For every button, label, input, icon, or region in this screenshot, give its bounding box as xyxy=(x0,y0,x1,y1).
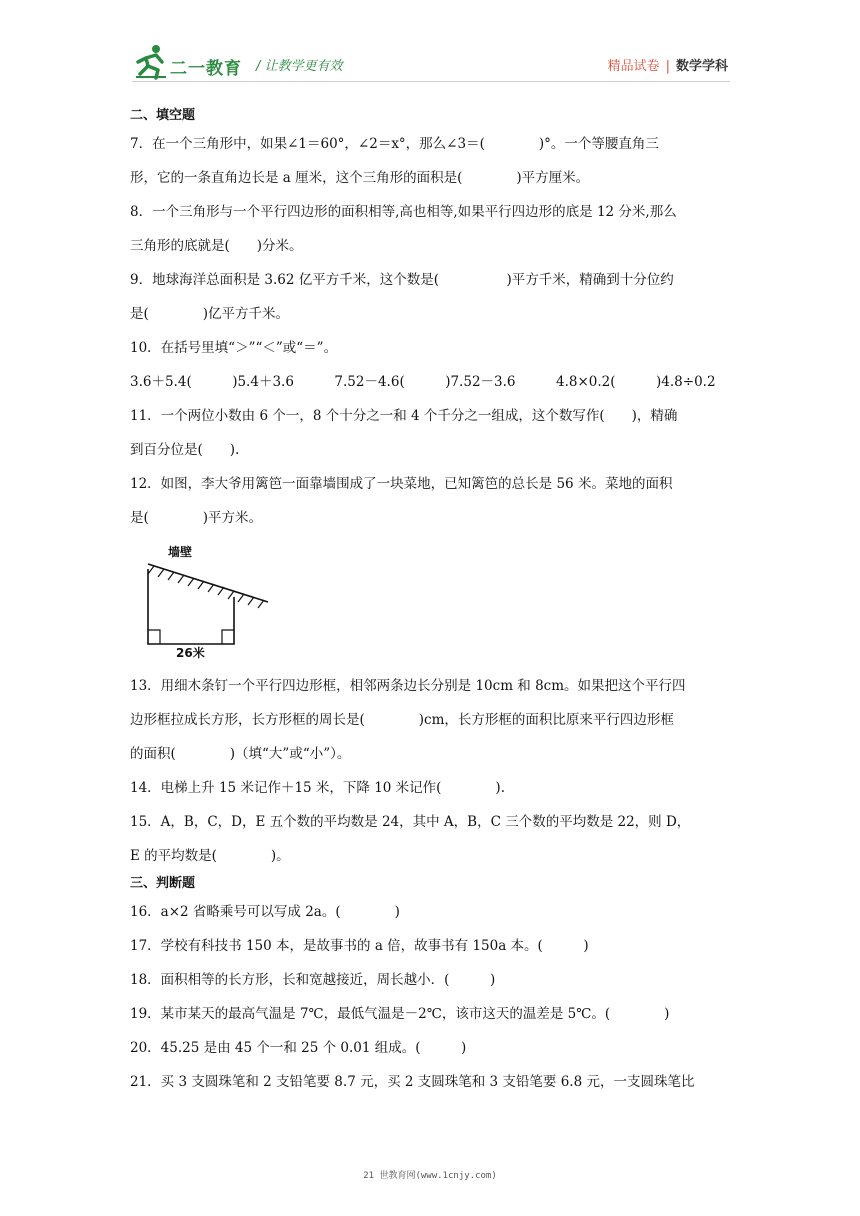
right-angle-mark-right xyxy=(222,630,234,644)
question-7-line-1: 7．在一个三角形中，如果∠1＝60°，∠2＝x°，那么∠3＝( )°。一个等腰直角三 xyxy=(130,136,659,152)
fence-outline xyxy=(148,569,234,644)
page-header xyxy=(0,0,860,90)
runner-logo-icon xyxy=(134,44,170,80)
question-12-line-1: 12．如图，李大爷用篱笆一面靠墙围成了一块菜地，已知篱笆的总长是 56 米。菜地的面积 xyxy=(130,476,673,492)
garden-diagram xyxy=(128,540,278,660)
question-21: 21．买 3 支圆珠笔和 2 支铅笔要 8.7 元，买 2 支圆珠笔和 3 支铅笔要 6.8 元，一支圆珠笔比 xyxy=(130,1074,695,1090)
question-13-line-1: 13．用细木条钉一个平行四边形框，相邻两条边长分别是 10cm 和 8cm。如果把这个平行四 xyxy=(130,678,686,694)
brand-tag xyxy=(608,55,728,74)
page-footer: 21 世教育网(www.1cnjy.com) xyxy=(363,1171,497,1181)
right-angle-mark-left xyxy=(148,630,160,644)
wall-line xyxy=(148,564,268,602)
wall-hatching xyxy=(148,566,264,608)
section-title-fill: 二、填空题 xyxy=(130,108,196,123)
question-20: 20．45.25 是由 45 个一和 25 个 0.01 组成。( ) xyxy=(130,1040,467,1056)
question-16: 16．a×2 省略乘号可以写成 2a。( ) xyxy=(130,904,400,920)
section-title-judge: 三、判断题 xyxy=(130,876,196,891)
question-9-line-2: 是( )亿平方千米。 xyxy=(130,306,290,322)
question-17: 17．学校有科技书 150 本，是故事书的 a 倍，故事书有 150a 本。( ) xyxy=(130,938,589,954)
brand-separator: | xyxy=(665,59,670,74)
brand-label: 精品试卷 xyxy=(607,59,660,74)
question-7-line-2: 形，它的一条直角边长是 a 厘米，这个三角形的面积是( )平方厘米。 xyxy=(130,170,590,186)
question-8-line-2: 三角形的底就是( )分米。 xyxy=(130,238,303,254)
question-11-line-2: 到百分位是( ). xyxy=(130,442,240,458)
question-12-line-2: 是( )平方米。 xyxy=(130,510,263,526)
question-14: 14．电梯上升 15 米记作＋15 米，下降 10 米记作( ). xyxy=(130,780,505,796)
question-11-line-1: 11．一个两位小数由 6 个一，8 个十分之一和 4 个千分之一组成，这个数写作( )，精确 xyxy=(130,408,678,424)
logo-text: 二一教育 xyxy=(170,59,242,79)
question-13-line-2: 边形框拉成长方形，长方形框的周长是( )cm，长方形框的面积比原来平行四边形框 xyxy=(130,712,674,728)
slogan: / 让教学更有效 xyxy=(256,59,343,74)
subject-label: 数学学科 xyxy=(675,59,728,74)
question-18: 18．面积相等的长方形，长和宽越接近，周长越小．( ) xyxy=(130,972,496,988)
header-divider xyxy=(132,81,730,82)
question-10-line-2: 3.6＋5.4( )5.4＋3.6 7.52－4.6( )7.52－3.6 4.8×0.2( )4.8÷0.2 xyxy=(130,374,716,390)
question-8-line-1: 8．一个三角形与一个平行四边形的面积相等,高也相等,如果平行四边形的底是 12 分米,那么 xyxy=(130,204,677,220)
question-15-line-1: 15．A，B，C，D，E 五个数的平均数是 24，其中 A，B，C 三个数的平均数是 22，则 D， xyxy=(130,814,691,830)
base-length-label: 26米 xyxy=(176,646,205,660)
question-10-line-1: 10．在括号里填“＞”“＜”或“＝”。 xyxy=(130,340,338,356)
question-15-line-2: E 的平均数是( )。 xyxy=(130,848,290,864)
wall-label: 墙壁 xyxy=(168,545,193,559)
question-13-line-3: 的面积( )（填“大”或“小”）。 xyxy=(130,746,351,762)
question-19: 19．某市某天的最高气温是 7℃，最低气温是－2℃，该市这天的温差是 5℃。( ) xyxy=(130,1006,670,1022)
question-9-line-1: 9．地球海洋总面积是 3.62 亿平方千米，这个数是( )平方千米，精确到十分位约 xyxy=(130,272,674,288)
